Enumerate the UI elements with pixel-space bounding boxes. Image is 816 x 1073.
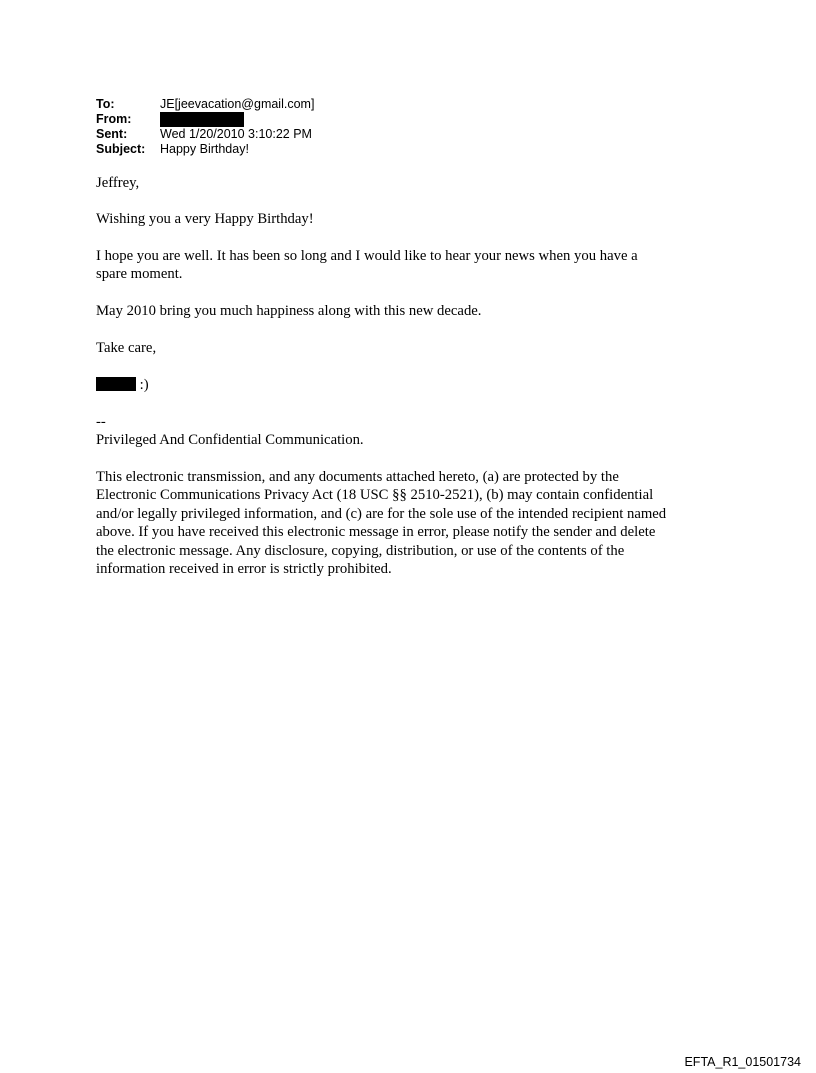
subject-row — [96, 142, 314, 157]
body-paragraph-hope — [96, 247, 736, 284]
disclaimer-line: above. If you have received this electronic message in error, please notify the sender and delete — [96, 524, 656, 541]
separator: -- — [96, 414, 106, 430]
disclaimer-line: information received in error is strictly prohibited. — [96, 561, 392, 578]
disclaimer-line: and/or legally privileged information, and (c) are for the sole use of the intended recipient named — [96, 505, 667, 522]
document-id: EFTA_R1_01501734 — [684, 1055, 801, 1069]
from-row — [96, 112, 314, 127]
signature-redaction-block — [96, 377, 136, 391]
from-label: From: — [96, 112, 132, 126]
disclaimer-paragraph — [96, 468, 736, 578]
subject-label: Subject: — [96, 142, 146, 156]
sent-label: Sent: — [96, 127, 128, 141]
closing: Take care, — [96, 340, 157, 356]
sent-row — [96, 127, 314, 142]
to-value: JE[jeevacation@gmail.com] — [160, 97, 315, 111]
body-line: spare moment. — [96, 266, 183, 283]
disclaimer-line: Electronic Communications Privacy Act (18 USC §§ 2510-2521), (b) may contain confidential — [96, 487, 654, 504]
subject-value: Happy Birthday! — [160, 142, 249, 156]
to-label: To: — [96, 97, 115, 111]
from-redaction-block — [160, 112, 244, 127]
to-row — [96, 97, 314, 112]
from-value — [160, 112, 244, 127]
disclaimer-line: This electronic transmission, and any documents attached hereto, (a) are protected by the — [96, 469, 619, 485]
signature — [96, 376, 736, 394]
email-header — [96, 97, 314, 157]
greeting: Jeffrey, — [96, 175, 140, 191]
disclaimer-title: Privileged And Confidential Communication. — [96, 432, 364, 449]
birthday-wish: Wishing you a very Happy Birthday! — [96, 211, 314, 227]
disclaimer-heading — [96, 413, 736, 450]
disclaimer-line: the electronic message. Any disclosure, copying, distribution, or use of the contents of the — [96, 542, 625, 559]
sent-value: Wed 1/20/2010 3:10:22 PM — [160, 127, 312, 141]
body-paragraph-new-year: May 2010 bring you much happiness along with this new decade. — [96, 303, 482, 319]
body-line: I hope you are well. It has been so long and I would like to hear your news when you have a — [96, 248, 638, 264]
signature-suffix: :) — [136, 377, 149, 393]
